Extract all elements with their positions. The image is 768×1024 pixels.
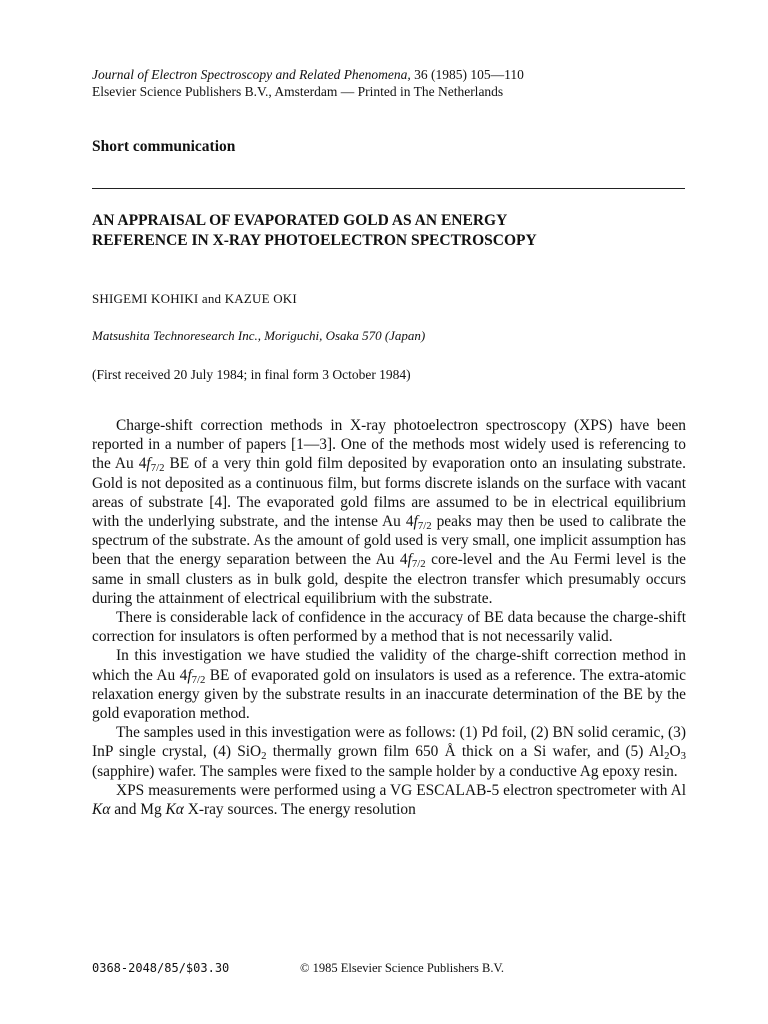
subscript-run: 7/2 [411,558,426,571]
paragraph [92,781,686,819]
paper-title [92,211,692,251]
paragraph [92,646,686,723]
text-run: O [669,743,681,761]
subscript-run: 7/2 [150,462,165,475]
journal-volume-pages: 36 (1985) 105—110 [410,67,524,82]
text-run: Charge-shift correction methods in X-ray photoelectron spectroscopy (XPS) have been reported in a number of papers [1—3]. One of the methods most widely used is referencing to the Au 4 [92,417,686,473]
subscript-run: 3 [680,750,686,763]
italic-run: f [187,666,192,684]
subscript-run: 2 [664,750,670,763]
paragraph [92,608,686,646]
authors: SHIGEMI KOHIKI and KAZUE OKI [92,291,297,306]
affiliation: Matsushita Technoresearch Inc., Moriguchi, Osaka 570 (Japan) [92,328,426,343]
paragraph [92,416,686,608]
journal-name: Journal of Electron Spectroscopy and Related Phenomena, [92,67,411,82]
divider [92,188,685,189]
footer-copyright: © 1985 Elsevier Science Publishers B.V. [300,961,505,975]
italic-run: f [413,513,418,531]
text-run: core-level and the Au Fermi level is the same in small clusters as in bulk gold, despite the electron transfer which presumably occurs during the attainment of electrical equilibrium with the substrate. [92,551,686,607]
text-run: peaks may then be used to calibrate the spectrum of the substrate. As the amount of gold used is very small, one implicit assumption has been that the energy separation between the Au 4 [92,513,686,569]
subscript-run: 7/2 [417,520,432,533]
text-run: BE of evaporated gold on insulators is used as a reference. The extra-atomic relaxation energy given by the substrate results in an inaccurate determination of the BE by the gold evaporation method. [92,666,686,723]
subscript-run: 2 [261,750,267,763]
body-text [92,416,686,819]
received-dates: (First received 20 July 1984; in final form 3 October 1984) [92,367,411,382]
text-run: X-ray sources. The energy resolution [183,801,416,819]
text-run: XPS measurements were performed using a VG ESCALAB-5 electron spectrometer with Al [116,781,686,799]
text-run: (sapphire) wafer. The samples were fixed to the sample holder by a conductive Ag epoxy resin. [92,762,678,780]
text-run: The samples used in this investigation were as follows: (1) Pd foil, (2) BN solid ceramic, (3) InP single crystal, (4) SiO [92,724,686,761]
text-run: In this investigation we have studied the validity of the charge-shift correction method in which the Au 4 [92,647,686,684]
italic-run: f [146,455,151,473]
publisher-line: Elsevier Science Publishers B.V., Amsterdam — Printed in The Netherlands [92,84,504,99]
text-run: There is considerable lack of confidence in the accuracy of BE data because the charge-shift correction for insulators is often performed by a method that is not necessarily valid. [92,609,686,646]
journal-citation [92,66,524,83]
text-run: thermally grown film 650 Å thick on a Si wafer, and (5) Al [266,743,665,761]
italic-run: Kα [92,801,111,819]
text-run: BE of a very thin gold film deposited by evaporation onto an insulating substrate. Gold is not deposited as a continuous film, but forms discrete islands on the surface with vacant areas of substrate [4]. The evaporated gold films are assumed to be in electrical equilibrium with the underlying substrate, and the intense Au 4 [92,455,686,531]
title-line: AN APPRAISAL OF EVAPORATED GOLD AS AN ENERGY [92,212,508,229]
footer-code: 0368-2048/85/$03.30 [92,961,230,975]
italic-run: Kα [165,801,184,819]
subscript-run: 7/2 [191,673,206,686]
text-run: and Mg [110,801,166,819]
title-line: REFERENCE IN X-RAY PHOTOELECTRON SPECTROSCOPY [92,232,537,249]
article-type: Short communication [92,138,236,155]
paragraph [92,723,686,781]
italic-run: f [407,551,412,569]
